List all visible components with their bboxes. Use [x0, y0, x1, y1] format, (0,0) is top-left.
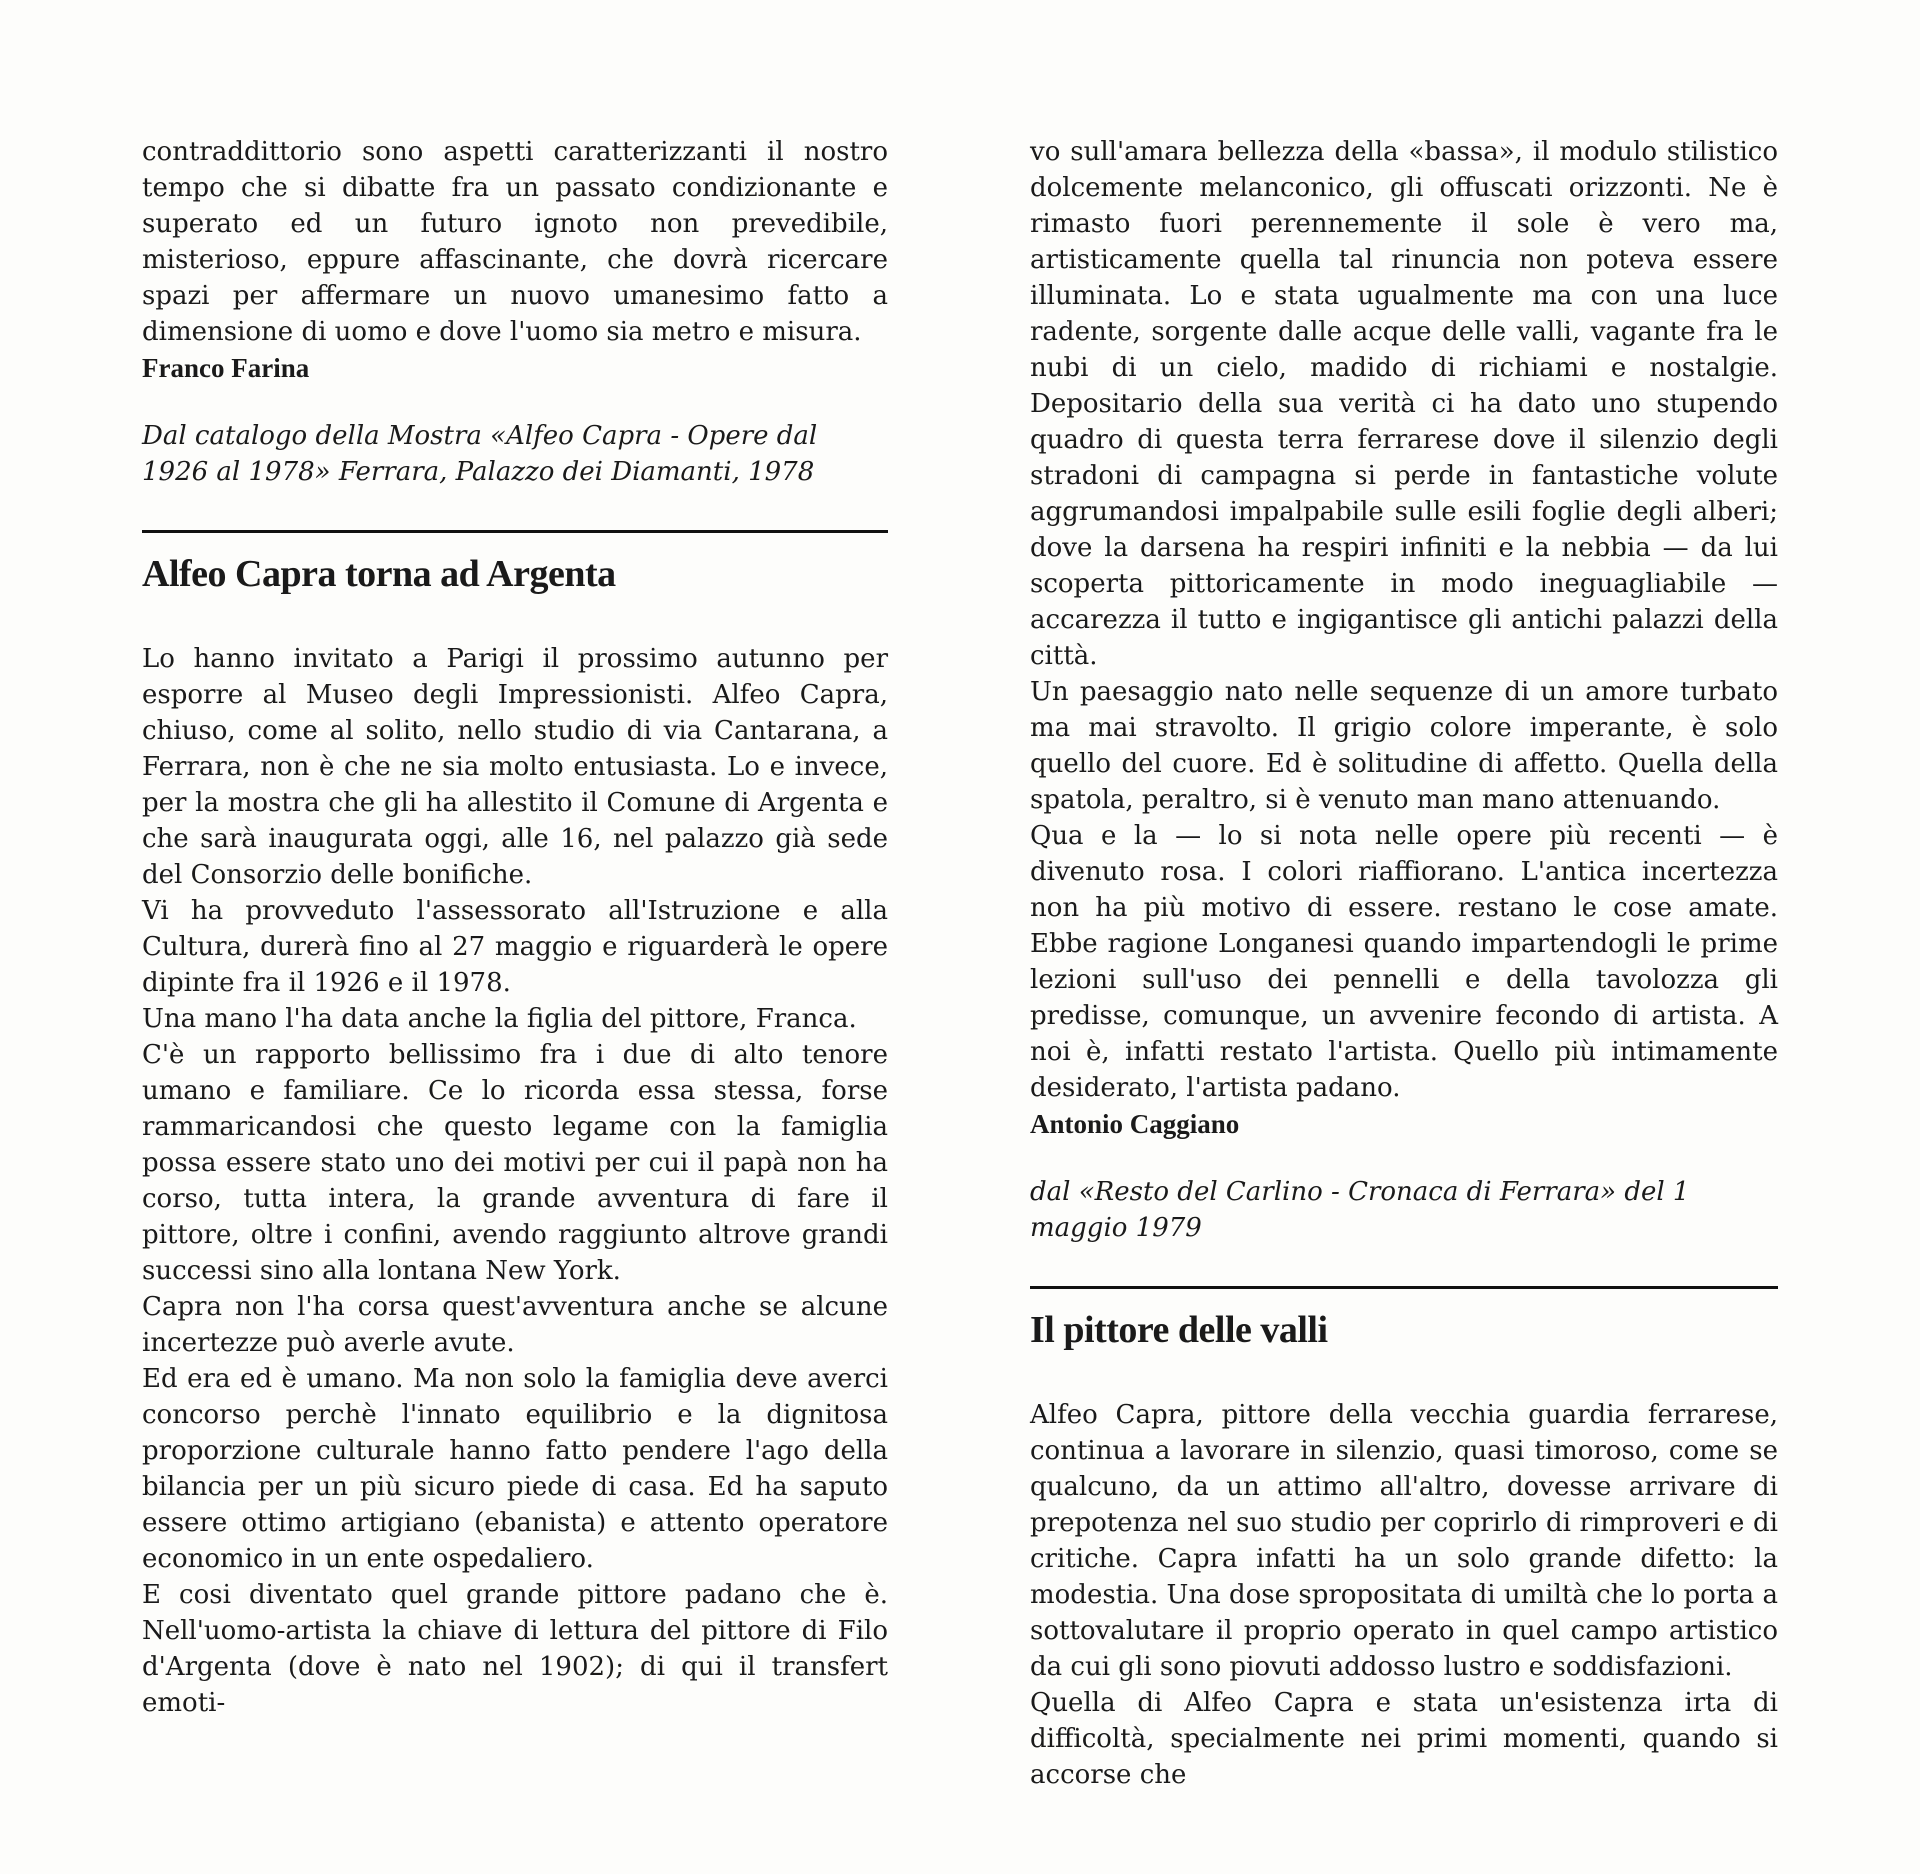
intro-author: Franco Farina [142, 353, 310, 383]
article-body: Alfeo Capra, pittore della vecchia guardia ferrarese, continua a lavorare in silenzio, quasi timoroso, come se qualcuno, da un attimo all'altro, dovesse arrivare di prepotenza nel suo studio per coprirlo di rimproveri e di critiche. Capra infatti ha un solo grande difetto: la modestia. Una dose spropositata di umiltà che lo porta a sottovalutare il proprio operato in quel campo artistico da cui gli sono piovuti addosso lustro e soddisfazioni. Quella di Alfeo Capra e stata un'esistenza irta di difficoltà, specialmente nei primi momenti, quando si accorse che [1030, 1400, 1778, 1790]
article-title: Alfeo Capra torna ad Argenta [142, 553, 616, 595]
article-body: Lo hanno invitato a Parigi il prossimo autunno per esporre al Museo degli Impressionisti. Alfeo Capra, chiuso, come al solito, nello studio di via Cantarana, a Ferrara, non è che ne sia molto entusiasta. Lo e invece, per la mostra che gli ha allestito il Comune di Argenta e che sarà inaugurata oggi, alle 16, nel palazzo già sede del Consorzio delle bonifiche. Vi ha provveduto l'assessorato all'Istruzione e alla Cultura, durerà fino al 27 maggio e riguarderà le opere dipinte fra il 1926 e il 1978. Una mano l'ha data anche la figlia del pittore, Franca. C'è un rapporto bellissimo fra i due di alto tenore umano e familiare. Ce lo ricorda essa stessa, forse rammaricandosi che questo legame con la famiglia possa essere stato uno dei motivi per cui il papà non ha corso, tutta intera, la grande avventura di fare il pittore, oltre i confini, avendo raggiunto altrove grandi successi sino alla lontana New York. Capra non l'ha corsa quest'avventura anche se alcune incertezze può averle avute. Ed era ed è umano. Ma non solo la famiglia deve averci concorso perchè l'innato equilibrio e la dignitosa proporzione culturale hanno fatto pendere l'ago della bilancia per un più sicuro piede di casa. Ed ha saputo essere ottimo artigiano (ebanista) e attento operatore economico in un ente ospedaliero. E cosi diventato quel grande pittore padano che è. Nell'uomo-artista la chiave di lettura del pittore di Filo d'Argenta (dove è nato nel 1902); di qui il transfert emoti- [142, 644, 888, 1718]
intro-source-citation: Dal catalogo della Mostra «Alfeo Capra - Opere dal 1926 al 1978» Ferrara, Palazzo dei Diamanti, 1978 [142, 421, 818, 487]
article-title: Il pittore delle valli [1030, 1309, 1328, 1351]
continued-paragraph: vo sull'amara bellezza della «bassa», il modulo stilistico dolcemente melanconico, gli offuscati orizzonti. Ne è rimasto fuori perennemente il sole è vero ma, artisticamente quella tal rinuncia non poteva essere illuminata. Lo e stata ugualmente ma con una luce radente, sorgente dalle acque delle valli, vagante fra le nubi di un cielo, madido di richiami e nostalgie. Depositario della sua verità ci ha dato uno stupendo quadro di questa terra ferrarese dove il silenzio degli stradoni di campagna si perde in fantastiche volute aggrumandosi impalpabile sulle esili foglie degli alberi; dove la darsena ha respiri infiniti e la nebbia — da lui scoperta pittoricamente in modo ineguagliabile — accarezza il tutto e ingigantisce gli antichi palazzi della città. Un paesaggio nato nelle sequenze di un amore turbato ma mai stravolto. Il grigio colore imperante, è solo quello del cuore. Ed è solitudine di affetto. Quella della spatola, peraltro, si è venuto man mano attenuando. Qua e la — lo si nota nelle opere più recenti — è divenuto rosa. I colori riaffiorano. L'antica incertezza non ha più motivo di essere. restano le cose amate. Ebbe ragione Longanesi quando impartendogli le prime lezioni sull'uso dei pennelli e della tavolozza gli predisse, comunque, un avvenire fecondo di artista. A noi è, infatti restato l'artista. Quello più intimamente desiderato, l'artista padano. [1030, 137, 1778, 1103]
intro-paragraph: contraddittorio sono aspetti caratterizzanti il nostro tempo che si dibatte fra un passato condizionante e superato ed un futuro ignoto non prevedibile, misterioso, eppure affascinante, che dovrà ricercare spazi per affermare un nuovo umanesimo fatto a dimensione di uomo e dove l'uomo sia metro e misura. [142, 137, 888, 347]
continued-author: Antonio Caggiano [1030, 1109, 1240, 1139]
left-column [142, 134, 888, 1721]
right-column [1030, 134, 1778, 1793]
continued-source-citation: dal «Resto del Carlino - Cronaca di Ferrara» del 1 maggio 1979 [1030, 1177, 1690, 1243]
